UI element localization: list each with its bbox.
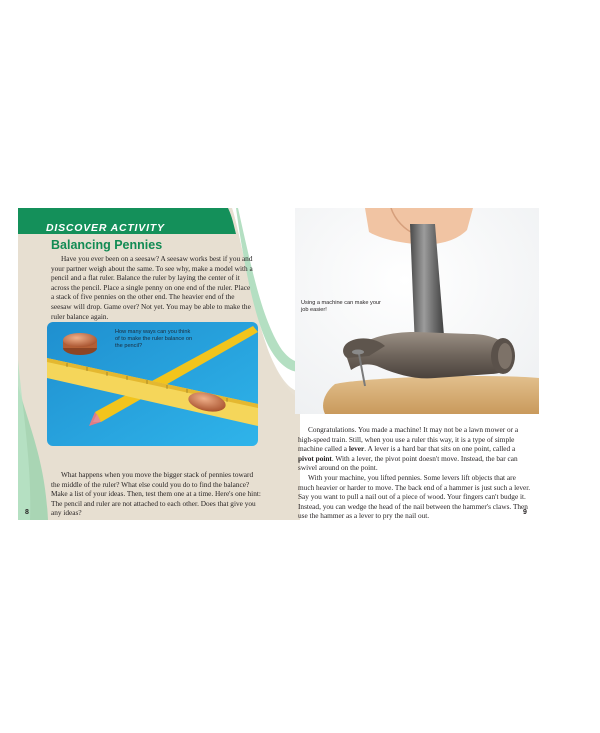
body-text: What happens when you move the bigger stack of pennies toward the middle of the ruler? What else could you do to find the balance? Make a list of your ideas. Then, test them one at a time. Here's one hint: The pencil and ruler are not attached to each other. Does that give you any ideas? xyxy=(51,470,261,518)
lever-text-b: . A lever is a hard bar that sits on one point, called a xyxy=(364,444,516,454)
intro-text: Have you ever been on a seesaw? A seesaw works best if you and your partner weigh about the same. To see why, make a model with a pencil and a flat ruler. Balance the ruler by laying the center of it across the pencil. Place a single penny on one end of the ruler. Place a stack of five pennies on the other end. The heavier end of the seesaw will drop. Game over? Not yet. You may be able to make the ruler balance again. xyxy=(51,254,253,321)
hammer-paragraph xyxy=(298,473,532,521)
hammer-text: With your machine, you lifted pennies. Some levers lift objects that are much heavier or harder to move. The back end of a hammer is just such a lever. Say you want to pull a nail out of a piece of wood. Your fingers can't budge it. Instead, you can wedge the head of the nail between the hammer's claws. Then use the hammer as a lever to pry the nail out. xyxy=(298,472,531,521)
lever-paragraph xyxy=(298,425,532,473)
body-paragraph xyxy=(51,470,263,518)
intro-paragraph xyxy=(51,254,255,321)
lever-text-a: Congratulations. You made a machine! It may not be a lawn mower or a high-speed train. Still, when you use a ruler this way, it is a type of simple machine called a xyxy=(298,425,519,454)
keyword-lever: lever xyxy=(348,444,365,454)
right-page-text xyxy=(298,425,532,521)
hammer-photo-caption: Using a machine can make your job easier! xyxy=(301,300,381,313)
lever-text-c: . With a lever, the pivot point doesn't move. Instead, the bar can swivel around on the point. xyxy=(298,453,518,473)
pennies-photo-caption: How many ways can you think of to make the ruler balance on the pencil? xyxy=(115,329,193,349)
page-number-right: 9 xyxy=(523,509,527,516)
page-number-left: 8 xyxy=(25,509,29,516)
activity-title: Balancing Pennies xyxy=(51,238,163,252)
keyword-pivot-point: pivot point xyxy=(298,453,332,463)
activity-tag: DISCOVER ACTIVITY xyxy=(46,222,165,234)
